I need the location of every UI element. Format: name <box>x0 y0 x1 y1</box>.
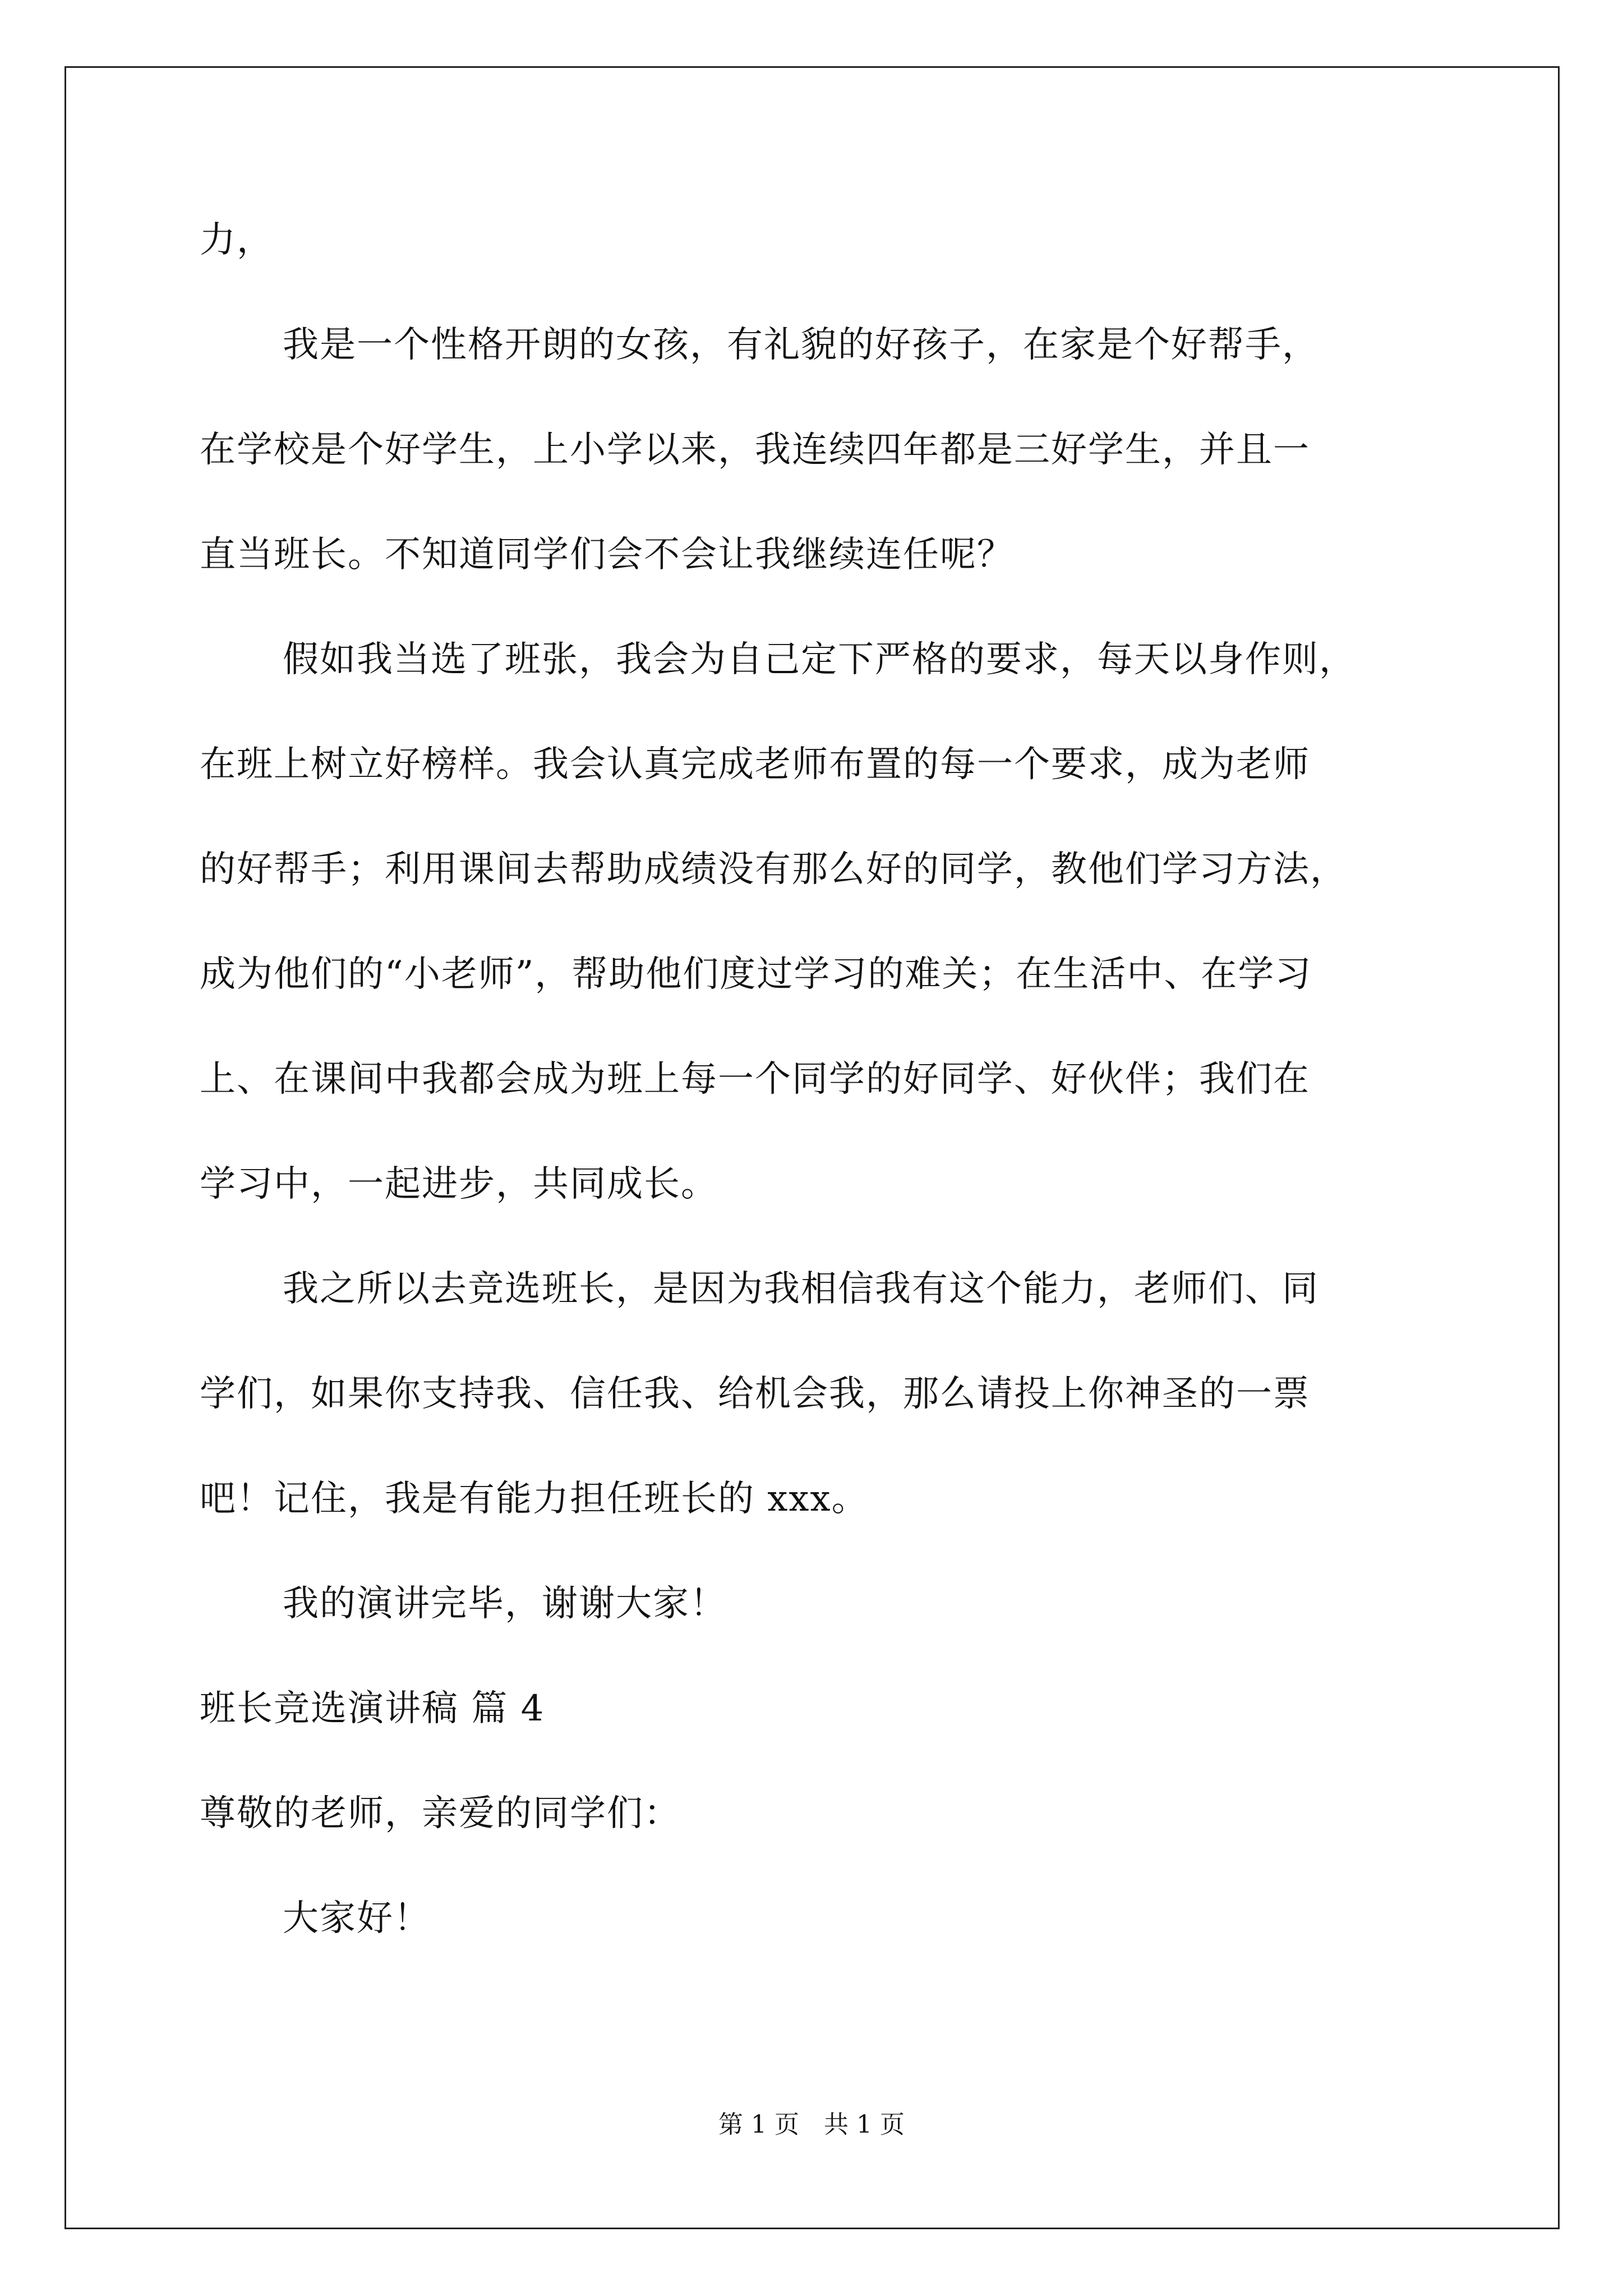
text-line: 在学校是个好学生，上小学以来，我连续四年都是三好学生，并且一 <box>200 429 1310 471</box>
text-line: 我的演讲完毕，谢谢大家！ <box>283 1583 727 1625</box>
text-line: 直当班长。不知道同学们会不会让我继续连任呢？ <box>200 534 1014 576</box>
text-line: 成为他们的“小老师”，帮助他们度过学习的难关；在生活中、在学习 <box>200 954 1312 995</box>
text-line: 上、在课间中我都会成为班上每一个同学的好同学、好伙伴；我们在 <box>200 1059 1310 1100</box>
text-line: 力， <box>200 219 274 261</box>
text-line: 我是一个性格开朗的女孩，有礼貌的好孩子，在家是个好帮手， <box>283 324 1319 366</box>
salutation: 尊敬的老师，亲爱的同学们： <box>200 1793 681 1834</box>
text-line: 假如我当选了班张，我会为自己定下严格的要求，每天以身作则， <box>283 639 1356 680</box>
text-line: 的好帮手；利用课间去帮助成绩没有那么好的同学，教他们学习方法， <box>200 849 1347 890</box>
section-heading: 班长竞选演讲稿 篇 4 <box>200 1688 545 1729</box>
page-footer: 第 1 页 共 1 页 <box>718 2110 905 2139</box>
text-line: 在班上树立好榜样。我会认真完成老师布置的每一个要求，成为老师 <box>200 744 1310 785</box>
text-line: 学们，如果你支持我、信任我、给机会我，那么请投上你神圣的一票 <box>200 1373 1310 1415</box>
text-line: 吧！记住，我是有能力担任班长的 xxx。 <box>200 1478 869 1520</box>
text-line: 我之所以去竞选班长，是因为我相信我有这个能力，老师们、同 <box>283 1268 1319 1310</box>
text-line: 学习中，一起进步，共同成长。 <box>200 1163 718 1205</box>
greeting: 大家好！ <box>283 1898 431 1939</box>
